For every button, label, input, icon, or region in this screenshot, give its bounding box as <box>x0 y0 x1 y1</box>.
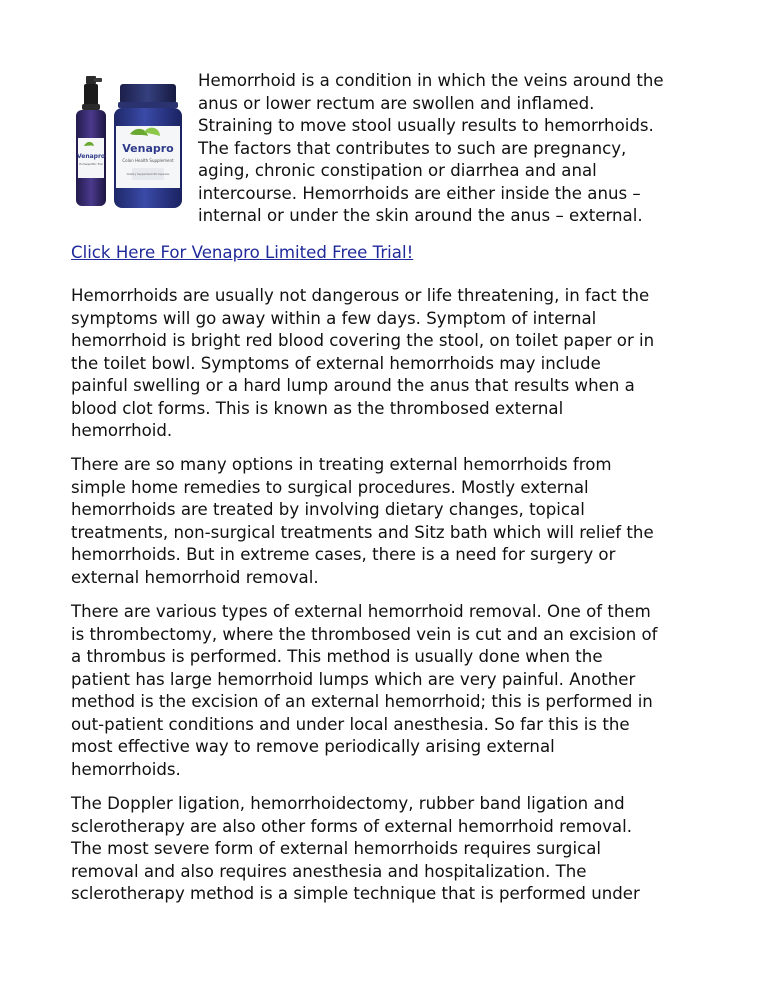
paragraph-line: There are so many options in treating external hemorrhoids from <box>71 455 612 474</box>
small-bottle-sublabel: Homeopathic Trial <box>79 163 103 166</box>
paragraph-line: external hemorrhoid removal. <box>71 567 319 587</box>
free-trial-link[interactable]: Click Here For Venapro Limited Free Trial! <box>71 243 414 262</box>
paragraph-line: patient has large hemorrhoid lumps which are very painful. Another <box>71 669 636 689</box>
large-bottle-sublabel: Colon Health Supplement <box>122 158 174 163</box>
paragraph-line: method is the excision of an external hemorrhoid; this is performed in <box>71 692 653 711</box>
paragraph-line: out-patient conditions and under local anesthesia. So far this is the <box>71 714 630 734</box>
intro-line: Hemorrhoid is a condition in which the veins around the <box>198 71 664 90</box>
intro-line: Straining to move stool usually results to hemorrhoids. <box>198 116 654 135</box>
paragraph-line: Hemorrhoids are usually not dangerous or life threatening, in fact the <box>71 286 650 305</box>
intro-line: intercourse. Hemorrhoids are either inside the anus – <box>198 183 641 203</box>
paragraph-line: simple home remedies to surgical procedures. Mostly external <box>71 477 589 497</box>
symptoms-paragraph <box>71 285 711 443</box>
paragraph-line: removal and also requires anesthesia and hospitalization. The <box>71 861 587 881</box>
small-bottle <box>76 76 106 206</box>
paragraph-line: sclerotherapy method is a simple technique that is performed under <box>71 884 640 903</box>
other-forms-paragraph <box>71 793 711 906</box>
small-bottle-label: Venapro <box>76 153 106 160</box>
paragraph-line: hemorrhoid. <box>71 421 173 440</box>
removal-types-paragraph <box>71 601 711 781</box>
intro-paragraph <box>198 70 718 228</box>
large-bottle <box>114 84 182 208</box>
paragraph-line: The most severe form of external hemorrhoids requires surgical <box>71 839 601 858</box>
paragraph-line: hemorrhoids. But in extreme cases, there is a need for surgery or <box>71 545 616 564</box>
paragraph-line: hemorrhoid is bright red blood covering the stool, on toilet paper or in <box>71 331 655 350</box>
paragraph-line: a thrombus is performed. This method is usually done when the <box>71 647 603 666</box>
paragraph-line: most effective way to remove periodically arising external <box>71 737 555 756</box>
paragraph-line: hemorrhoids are treated by involving dietary changes, topical <box>71 500 585 519</box>
large-bottle-capsules: Dietary Supplement 60 Capsules <box>126 173 170 176</box>
paragraph-line: painful swelling or a hard lump around the anus that results when a <box>71 376 635 395</box>
venapro-product-image <box>72 74 190 214</box>
intro-line: The factors that contributes to such are pregnancy, <box>198 138 627 158</box>
paragraph-line: symptoms will go away within a few days. Symptom of internal <box>71 308 597 328</box>
paragraph-line: is thrombectomy, where the thrombosed vein is cut and an excision of <box>71 624 658 644</box>
paragraph-line: sclerotherapy are also other forms of external hemorrhoid removal. <box>71 816 632 836</box>
paragraph-line: treatments, non-surgical treatments and Sitz bath which will relief the <box>71 522 654 542</box>
large-bottle-label: Venapro <box>122 142 174 155</box>
intro-line: anus or lower rectum are swollen and inflamed. <box>198 93 595 113</box>
paragraph-line: the toilet bowl. Symptoms of external hemorrhoids may include <box>71 353 601 373</box>
paragraph-line: There are various types of external hemorrhoid removal. One of them <box>71 602 651 621</box>
paragraph-line: hemorrhoids. <box>71 759 181 779</box>
treatment-options-paragraph <box>71 454 711 589</box>
intro-line: internal or under the skin around the anus – external. <box>198 206 643 225</box>
paragraph-line: The Doppler ligation, hemorrhoidectomy, rubber band ligation and <box>71 794 625 813</box>
intro-line: aging, chronic constipation or diarrhea and anal <box>198 161 597 180</box>
paragraph-line: blood clot forms. This is known as the thrombosed external <box>71 398 564 418</box>
